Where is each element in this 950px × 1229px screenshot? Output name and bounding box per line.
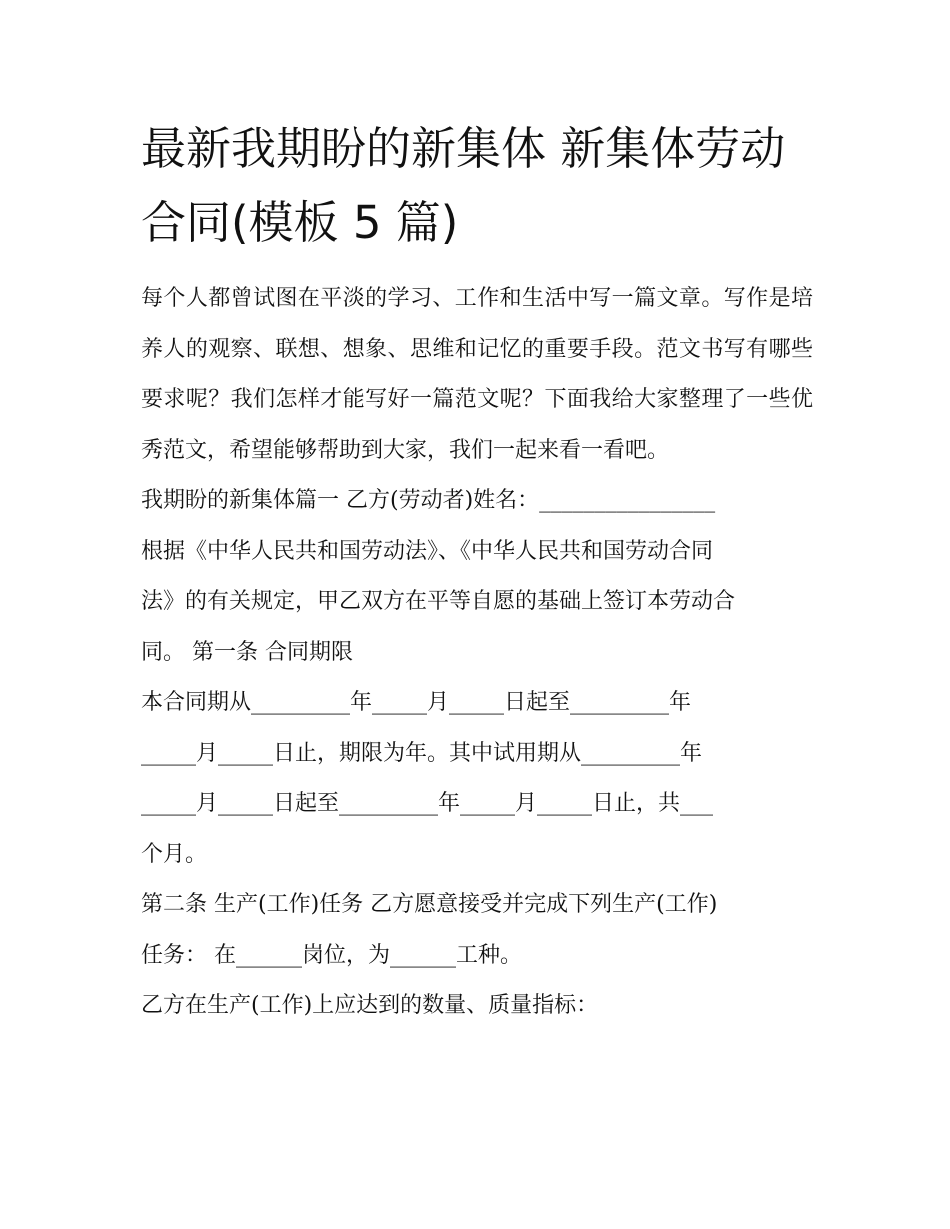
body-line-9: 第二条 生产(工作)任务 乙方愿意接受并完成下列生产(工作) — [141, 892, 718, 917]
body-line-10: 任务： 在______岗位，为______工种。 — [141, 942, 522, 968]
document-page — [141, 112, 813, 1032]
body-line-8: 个月。 — [141, 841, 208, 867]
body-line-2: 根据《中华人民共和国劳动法》、《中华人民共和国劳动合同 — [141, 538, 714, 564]
body-line-1: 我期盼的新集体篇一 乙方(劳动者)姓名：________________ — [141, 488, 716, 513]
body-line-3: 法》的有关规定，甲乙双方在平等自愿的基础上签订本劳动合 — [141, 589, 736, 614]
body-line-7: _____月_____日起至_________年_____月_____日止，共___ — [141, 791, 714, 816]
document-title: 最新我期盼的新集体 新集体劳动合同(模板 5 篇) — [141, 122, 786, 249]
body-line-4: 同。 第一条 合同期限 — [141, 639, 353, 665]
intro-paragraph: 每个人都曾试图在平淡的学习、工作和生活中写一篇文章。写作是培养人的观察、联想、想象、思维和记忆的重要手段。范文书写有哪些要求呢？我们怎样才能写好一篇范文呢？下面我给大家整理了一些优秀范文，希望能够帮助到大家，我们一起来看一看吧。 — [141, 286, 813, 463]
body-line-6: _____月_____日止，期限为年。其中试用期从_________年 — [141, 740, 703, 766]
body-line-11: 乙方在生产(工作)上应达到的数量、质量指标： — [141, 993, 599, 1018]
body-line-5: 本合同期从_________年_____月_____日起至_________年 — [141, 690, 692, 715]
